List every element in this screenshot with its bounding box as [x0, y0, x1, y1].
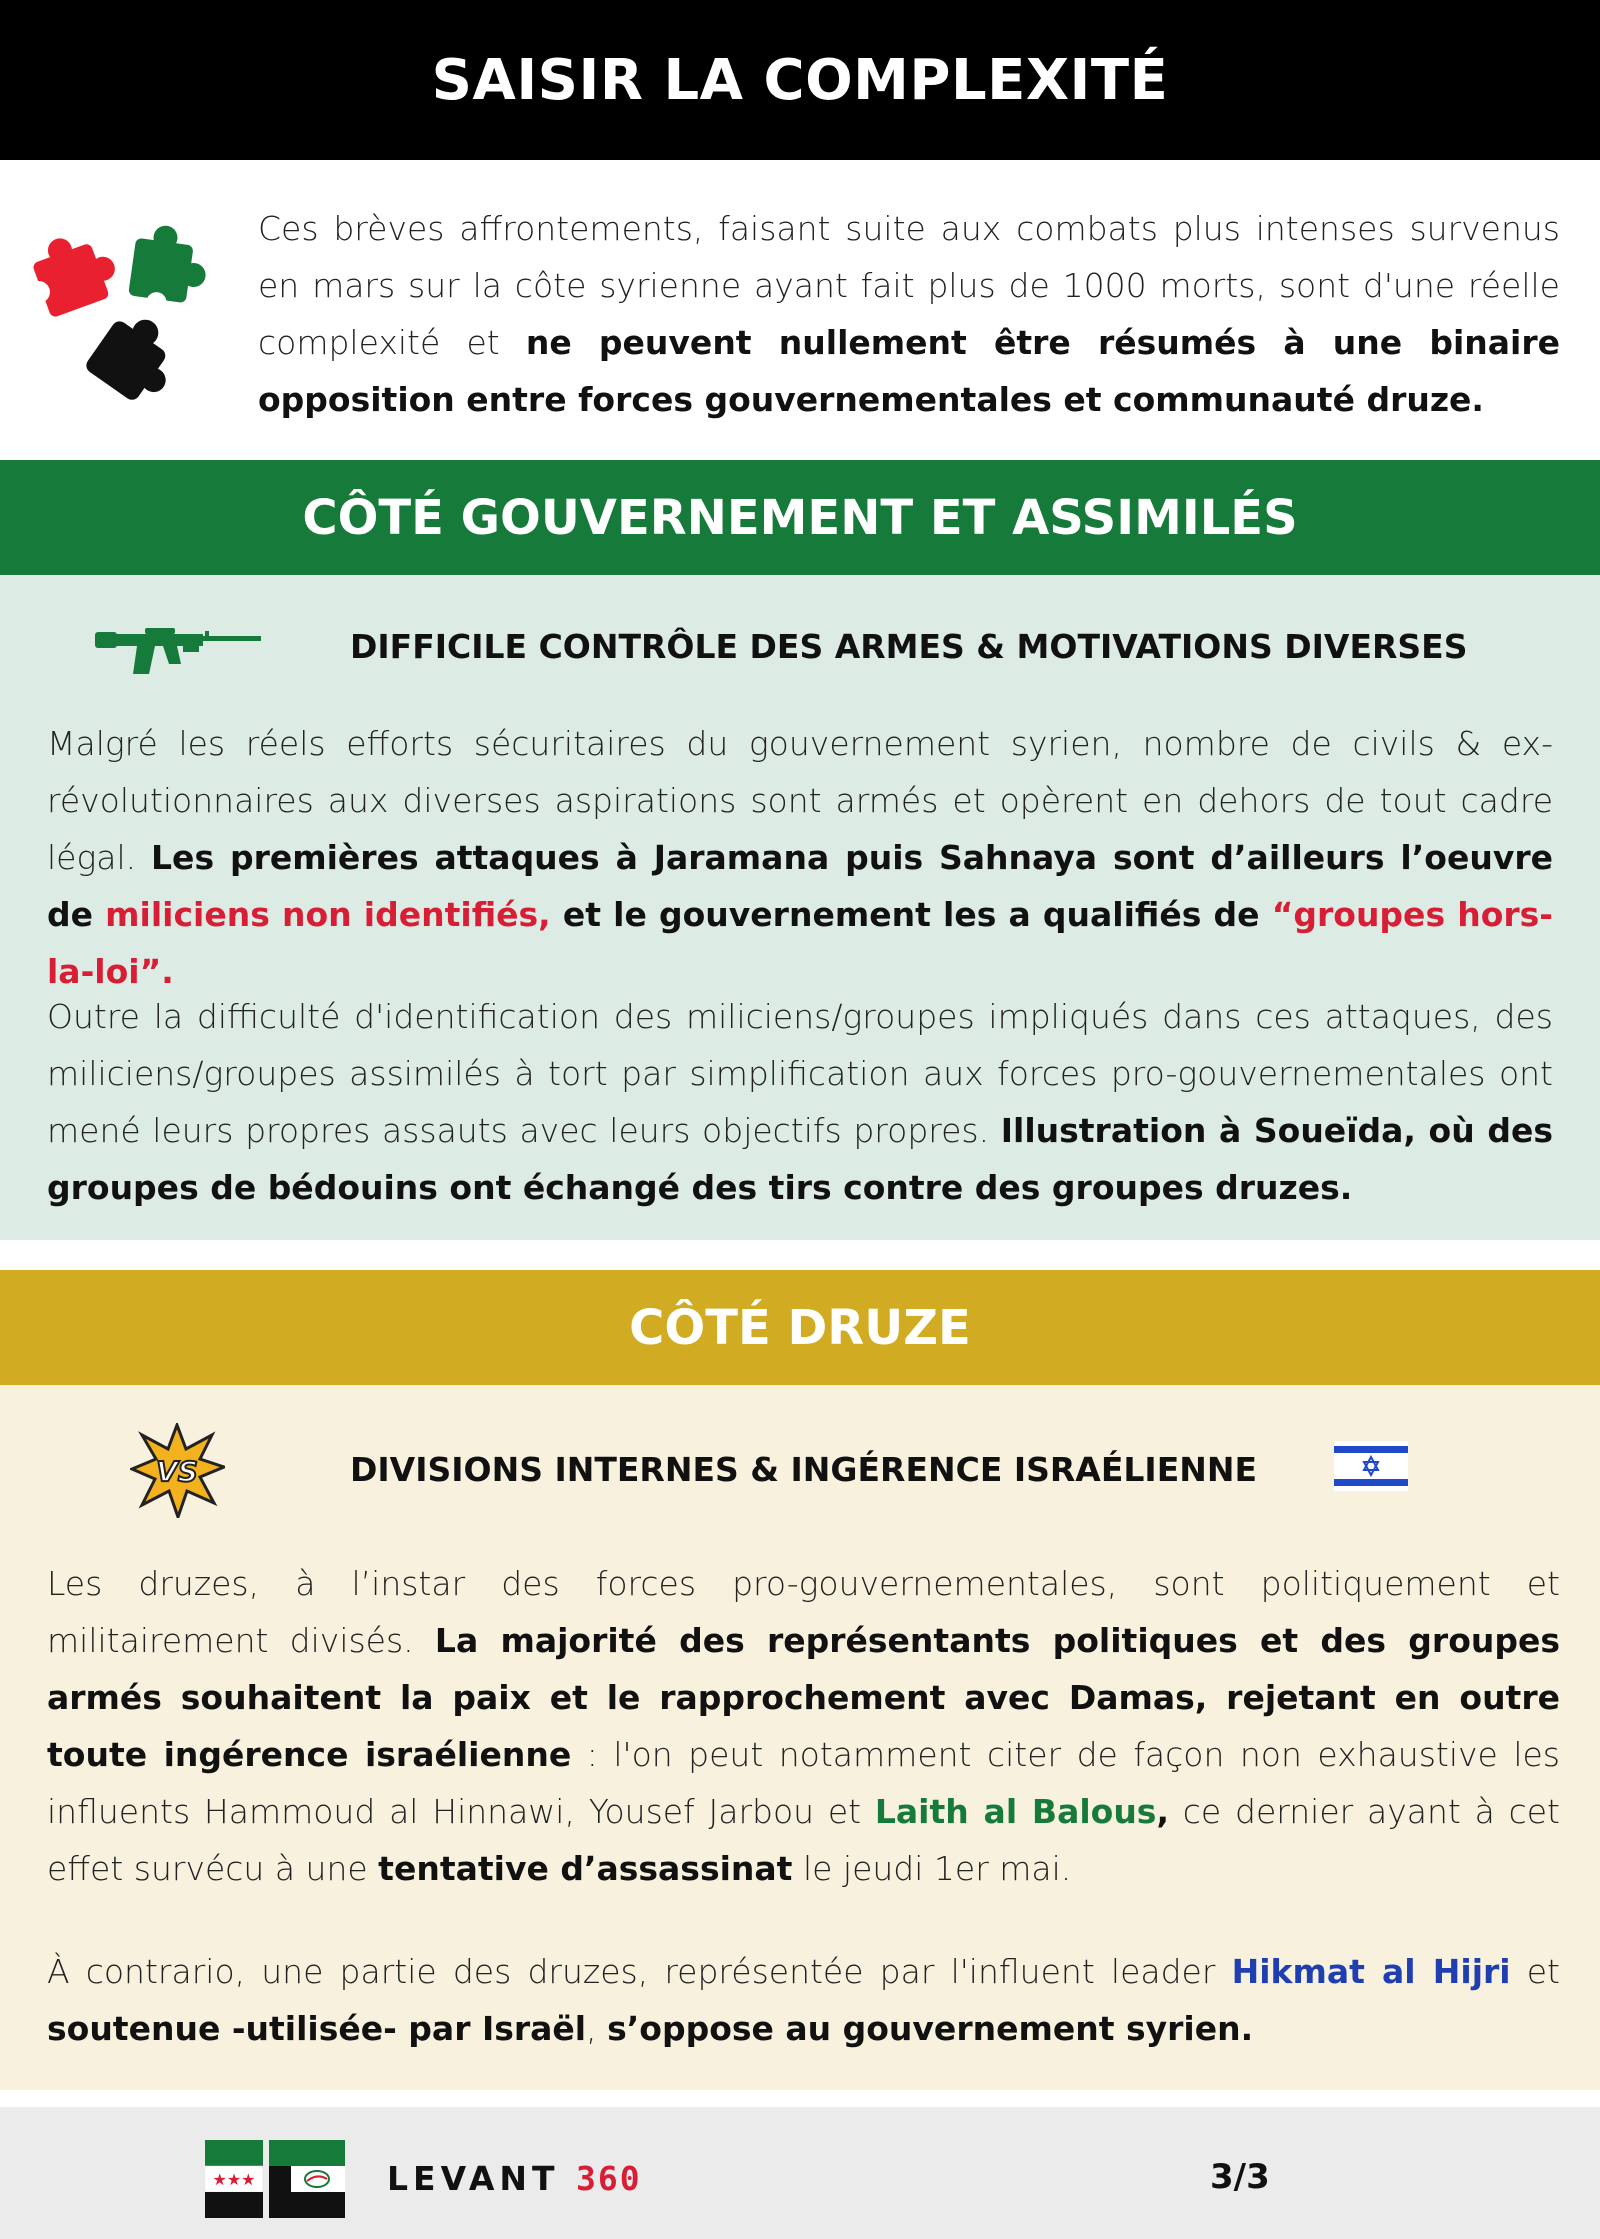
- intro-text-plain: Ces brèves affrontements, faisant suite aux combats plus intenses survenus en mars sur la côte syrienne ayant fait plus de 1000 morts, sont d'une réelle complexité et: [258, 209, 1560, 362]
- gov-p1-bold: Les premières attaques à Jaramana puis Sahnaya sont d’ailleurs l’oeuvre de: [47, 838, 1553, 934]
- rifle-icon: [85, 622, 265, 682]
- footer-brand-number: 360: [576, 2159, 642, 2198]
- druze-p2-bold: soutenue -utilisée- par Israël: [47, 2009, 587, 2048]
- intro-section: [0, 160, 1600, 460]
- druze-p1-comma: ,: [1156, 1792, 1169, 1831]
- puzzle-pieces-icon: [20, 220, 215, 405]
- gov-p1-bold2: et le gouvernement les a qualifiés de: [550, 895, 1272, 934]
- intro-paragraph: [258, 200, 1560, 428]
- druze-section-band: [0, 1270, 1600, 1385]
- gov-subtitle: DIFFICILE CONTRÔLE DES ARMES & MOTIVATIONS DIVERSES: [350, 627, 1468, 666]
- footer-brand-name: LEVANT: [387, 2159, 560, 2198]
- druze-p1-plain3: ce dernier ayant à cet effet survécu à une: [47, 1792, 1560, 1888]
- gov-p2-bold: Illustration à Soueïda, où des groupes de bédouins ont échangé des tirs contre des groupes druzes.: [47, 1111, 1553, 1207]
- footer: [0, 2107, 1600, 2239]
- gov-section-title: CÔTÉ GOUVERNEMENT ET ASSIMILÉS: [302, 489, 1298, 546]
- versus-label: VS: [156, 1455, 198, 1488]
- druze-p1-plain4: le jeudi 1er mai.: [792, 1849, 1072, 1888]
- page-number: 3/3: [1210, 2157, 1270, 2197]
- druze-p1-bold2: tentative d’assassinat: [378, 1849, 793, 1888]
- footer-brand: [387, 2159, 642, 2198]
- druze-paragraph-2: [47, 1943, 1560, 2057]
- gov-section-band: [0, 460, 1600, 575]
- gov-paragraph-2: [47, 988, 1553, 1216]
- israel-flag-icon: [1334, 1441, 1408, 1491]
- svg-text:★★★: ★★★: [212, 2170, 256, 2189]
- gov-section-body: [0, 575, 1600, 1240]
- page-title-band: [0, 0, 1600, 160]
- gov-paragraph-1: [47, 715, 1553, 1000]
- druze-p1-plain: Les druzes, à l’instar des forces pro-gouvernementales, sont politiquement et militairement divisés.: [47, 1564, 1560, 1660]
- druze-section-title: CÔTÉ DRUZE: [629, 1299, 971, 1356]
- druze-p2-blue: Hikmat al Hijri: [1231, 1952, 1511, 1991]
- gov-p2-plain: Outre la difficulté d'identification des miliciens/groupes impliqués dans ces attaques, des miliciens/groupes assimilés à tort par simplification aux forces pro-gouvernementales ont mené leurs propres assauts avec leurs objectifs propres.: [47, 997, 1553, 1150]
- druze-p1-bold: La majorité des représentants politiques et des groupes armés souhaitent la paix et le rapprochement avec Damas, rejetant en outre toute ingérence israélienne: [47, 1621, 1561, 1774]
- intro-text-bold: ne peuvent nullement être résumés à une binaire opposition entre forces gouvernementales et communauté druze.: [258, 323, 1561, 419]
- druze-p2-plain: À contrario, une partie des druzes, représentée par l'influent leader: [47, 1952, 1232, 1991]
- gov-p1-plain: Malgré les réels efforts sécuritaires du gouvernement syrien, nombre de civils & ex-révolutionnaires aux diverses aspirations sont armés et opèrent en dehors de tout cadre légal.: [47, 724, 1553, 877]
- druze-p2-plain2: et: [1510, 1952, 1560, 1991]
- druze-section-body: [0, 1385, 1600, 2090]
- druze-p1-plain2: : l'on peut notamment citer de façon non exhaustive les influents Hammoud al Hinnawi, Yousef Jarbou et: [47, 1735, 1560, 1831]
- druze-paragraph-1: [47, 1555, 1560, 1897]
- versus-icon: [130, 1423, 225, 1518]
- druze-p2-bold2: s’oppose au gouvernement syrien.: [607, 2009, 1254, 2048]
- druze-subtitle: DIVISIONS INTERNES & INGÉRENCE ISRAÉLIENNE: [350, 1450, 1258, 1489]
- gov-p1-red2: “groupes hors-la-loi”.: [47, 895, 1554, 991]
- druze-p2-plain3: ,: [586, 2009, 608, 2048]
- gov-p1-red: miliciens non identifiés,: [105, 895, 551, 934]
- druze-p1-green: Laith al Balous: [874, 1792, 1157, 1831]
- levant360-logo-icon: [205, 2140, 345, 2218]
- page-title: SAISIR LA COMPLEXITÉ: [431, 47, 1169, 113]
